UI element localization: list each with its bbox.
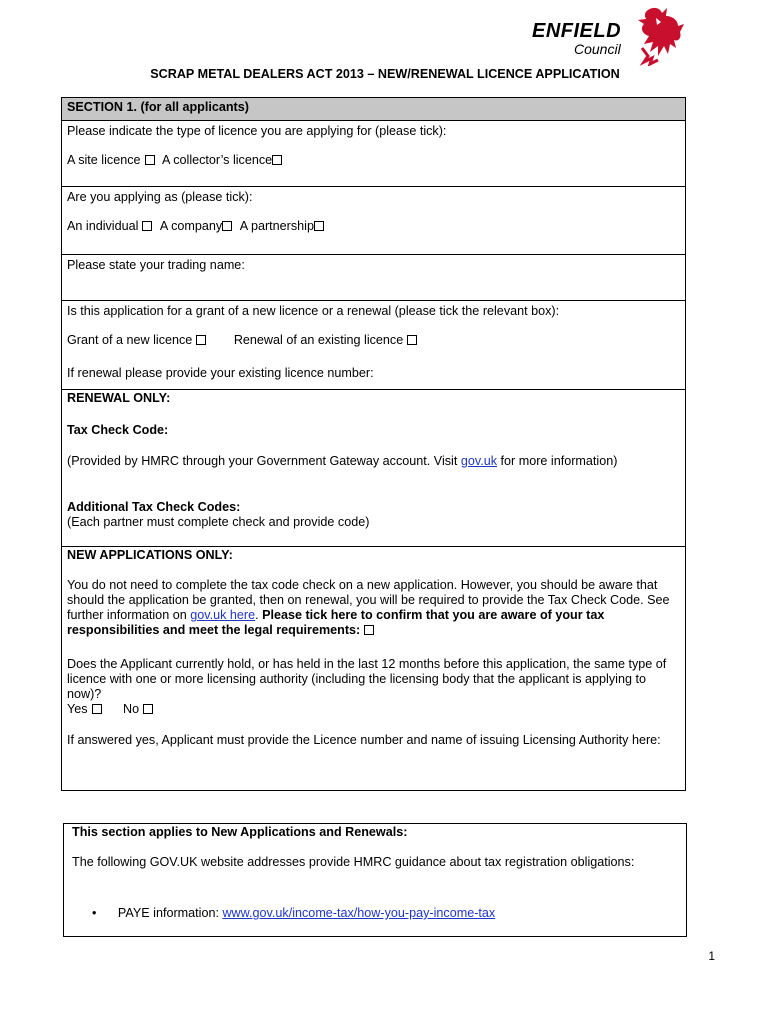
- site-licence-label: A site licence: [67, 153, 141, 167]
- grant-checkbox[interactable]: [196, 335, 206, 345]
- section1-header: [62, 98, 685, 120]
- provided-text-end: for more information): [497, 454, 618, 468]
- collector-licence-label: A collector’s licence: [162, 153, 273, 167]
- partnership-label: A partnership: [239, 219, 314, 233]
- grant-renewal-row: [62, 300, 685, 389]
- provided-text-start: (Provided by HMRC through your Government Gateway account. Visit: [67, 454, 461, 468]
- renewal-only-row: [62, 389, 685, 546]
- guidance-heading: This section applies to New Applications and Renewals:: [72, 825, 408, 839]
- applying-as-options: [67, 219, 677, 234]
- licence-number-label: If renewal please provide your existing licence number:: [67, 366, 374, 380]
- new-para-text: You do not need to complete the tax code check on a new application. However, you should be aware that should the application be granted, then on renewal, you will be required to provide the Tax Check Code. See further information on: [67, 578, 670, 622]
- yes-checkbox[interactable]: [92, 704, 102, 714]
- guidance-intro: The following GOV.UK website addresses provide HMRC guidance about tax registration obligations:: [72, 855, 635, 869]
- paye-bullet-item: [92, 906, 678, 921]
- section1-heading: SECTION 1. (for all applicants): [67, 100, 249, 114]
- tax-check-code-label: Tax Check Code:: [67, 423, 169, 437]
- renewal-label: Renewal of an existing licence: [233, 333, 404, 347]
- paye-link[interactable]: www.gov.uk/income-tax/how-you-pay-income-tax: [222, 906, 496, 920]
- grant-label: Grant of a new licence: [67, 333, 193, 347]
- trading-name-row[interactable]: [62, 254, 685, 300]
- no-label: No: [123, 702, 140, 716]
- new-para-mid: .: [255, 608, 263, 622]
- grant-renewal-question: Is this application for a grant of a new licence or a renewal (please tick the relevant box):: [67, 304, 560, 318]
- bullet-icon: •: [92, 906, 97, 920]
- grant-renewal-options: [67, 333, 677, 348]
- document-title: SCRAP METAL DEALERS ACT 2013 – NEW/RENEWAL LICENCE APPLICATION: [150, 67, 620, 81]
- new-applications-paragraph: [67, 578, 677, 638]
- confirm-tax-text: Please tick here to confirm that you are aware of your tax responsibilities and meet the legal requirements:: [67, 608, 605, 637]
- renewal-only-heading: RENEWAL ONLY:: [67, 391, 171, 405]
- additional-codes-heading: Additional Tax Check Codes:: [67, 500, 241, 514]
- logo-subtitle: Council: [574, 41, 621, 57]
- tax-guidance-box: [63, 823, 687, 937]
- logo-wordmark: ENFIELD: [532, 20, 622, 42]
- company-label: A company: [159, 219, 223, 233]
- gov-uk-link[interactable]: gov.uk: [460, 454, 498, 468]
- site-licence-checkbox[interactable]: [145, 155, 155, 165]
- company-checkbox[interactable]: [222, 221, 232, 231]
- licence-type-options: [67, 153, 677, 168]
- yes-label: Yes: [67, 702, 88, 716]
- if-yes-instruction: If answered yes, Applicant must provide the Licence number and name of issuing Licensing Authority here:: [67, 733, 661, 747]
- tax-check-provided-text: [67, 454, 677, 469]
- new-applications-row: [62, 546, 685, 792]
- confirm-tax-checkbox[interactable]: [364, 625, 374, 635]
- licence-type-row: [62, 120, 685, 186]
- paye-label: PAYE information:: [117, 906, 223, 920]
- applying-as-question: Are you applying as (please tick):: [67, 190, 253, 204]
- trading-name-label: Please state your trading name:: [67, 258, 245, 272]
- individual-label: An individual: [67, 219, 139, 233]
- no-checkbox[interactable]: [143, 704, 153, 714]
- held-licence-options: [67, 702, 677, 717]
- section1-form: [61, 97, 686, 791]
- new-applications-heading: NEW APPLICATIONS ONLY:: [67, 548, 233, 562]
- enfield-council-logo: [528, 4, 688, 68]
- page-number: 1: [708, 949, 715, 963]
- dragon-crest-icon: [634, 4, 686, 66]
- individual-checkbox[interactable]: [142, 221, 152, 231]
- renewal-checkbox[interactable]: [407, 335, 417, 345]
- collector-licence-checkbox[interactable]: [272, 155, 282, 165]
- licence-type-question: Please indicate the type of licence you are applying for (please tick):: [67, 124, 447, 138]
- held-licence-question: Does the Applicant currently hold, or has held in the last 12 months before this application, the same type of licence with one or more licensing authority (including the licensing body that the applicant is applying to now)?: [67, 657, 667, 701]
- gov-uk-here-link[interactable]: gov.uk here: [190, 608, 256, 622]
- additional-codes-text: (Each partner must complete check and provide code): [67, 515, 370, 529]
- partnership-checkbox[interactable]: [314, 221, 324, 231]
- applying-as-row: [62, 186, 685, 254]
